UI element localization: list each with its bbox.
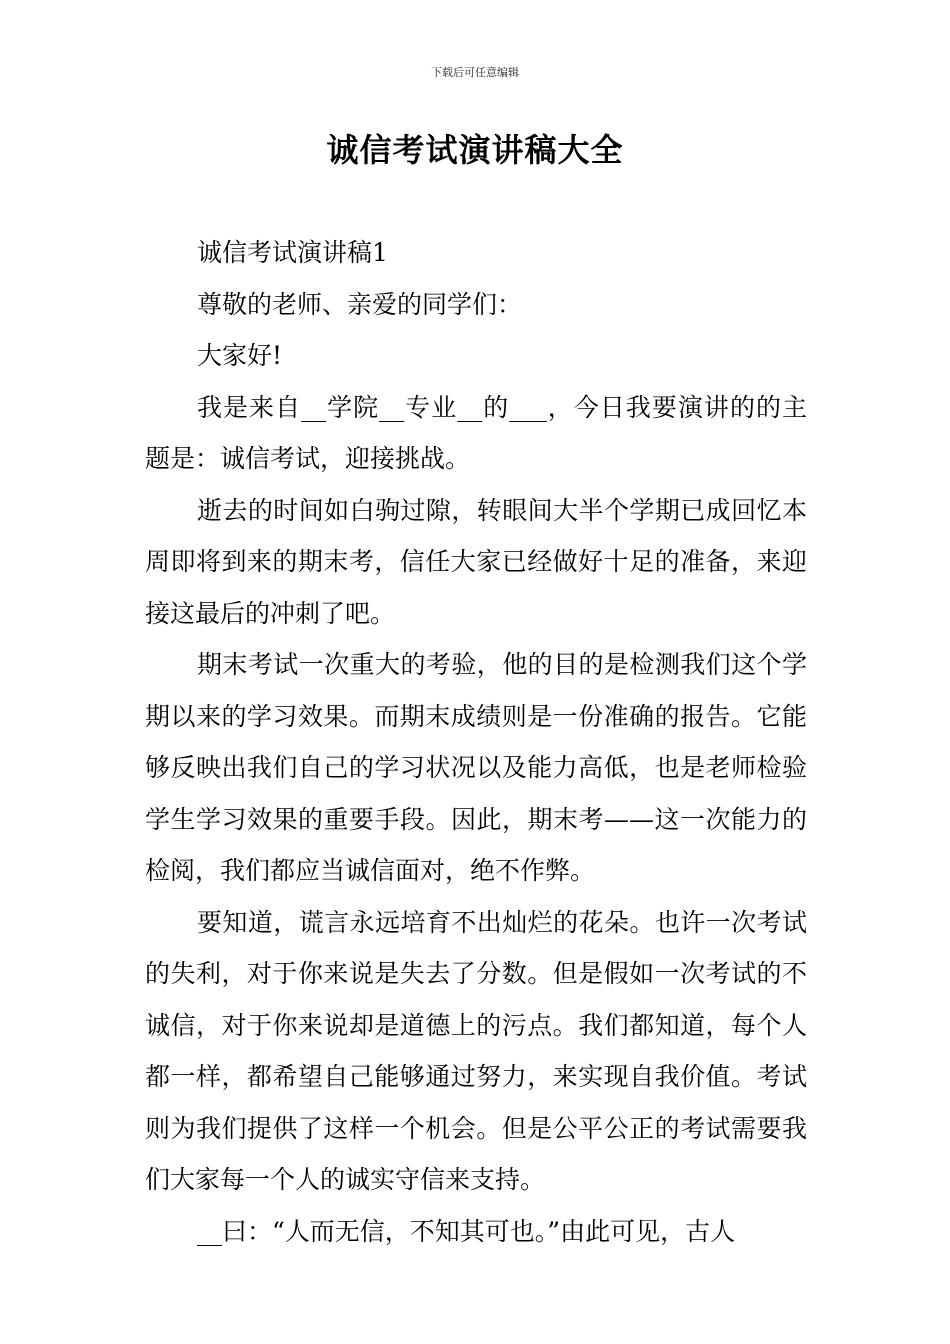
paragraph-salutation: 尊敬的老师、亲爱的同学们： [197,289,523,319]
paragraph-greeting: 大家好! [197,341,283,370]
paragraph-body-3: 要知道，谎言永远培育不出灿烂的花朵。也许一次考试的失利，对于你来说是失去了分数。但是假如一次考试的不诚信，对于你来说却是道德上的污点。我们都知道，每个人都一样，都希望自己能够通过努力，来实现自我价值。考试则为我们提供了这样一个机会。但是公平公正的考试需要我们大家每一个人的诚实守信来支持。 [145,907,807,1194]
paragraph-body-4: __曰：“人而无信，不知其可也。”由此可见，古人 [197,1216,736,1246]
paragraph-introduction: 我是来自__学院__专业__的___，今日我要演讲的的主题是：诚信考试，迎接挑战。 [145,392,807,473]
paragraph-speech-heading: 诚信考试演讲稿1 [197,238,388,267]
paragraph-body-2: 期末考试一次重大的考验，他的目的是检测我们这个学期以来的学习效果。而期末成绩则是一份准确的报告。它能够反映出我们自己的学习状况以及能力高低，也是老师检验学生学习效果的重要手段。因此，期末考——这一次能力的检阅，我们都应当诚信面对，绝不作弊。 [145,650,807,885]
paragraph-body-1: 逝去的时间如白驹过隙，转眼间大半个学期已成回忆本周即将到来的期末考，信任大家已经做好十足的准备，来迎接这最后的冲刺了吧。 [145,495,807,628]
document-body [145,227,807,1257]
header-note: 下载后可任意编辑 [431,66,519,79]
document-title: 诚信考试演讲稿大全 [326,131,624,169]
